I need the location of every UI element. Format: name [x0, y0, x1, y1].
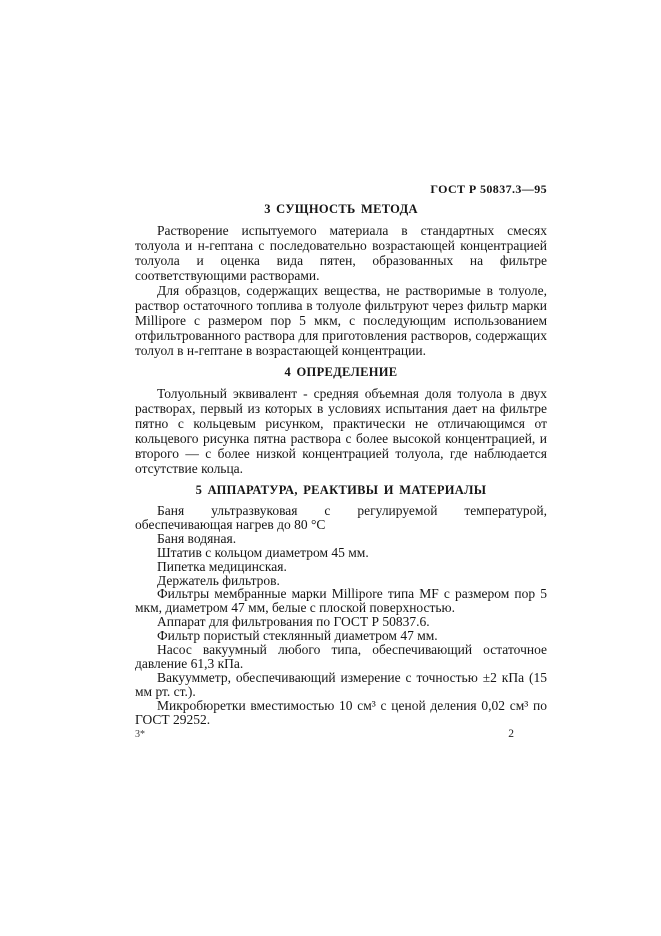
equipment-item: Штатив с кольцом диаметром 45 мм.	[157, 544, 369, 560]
document-content	[135, 183, 547, 727]
equipment-item: Насос вакуумный любого типа, обеспечивающий остаточное давление 61,3 кПа.	[135, 642, 547, 671]
equipment-item: Держатель фильтров.	[157, 572, 280, 588]
equipment-item: Вакуумметр, обеспечивающий измерение с точностью ±2 кПа (15 мм рт. ст.).	[135, 669, 547, 699]
equipment-item: Фильтры мембранные марки Millipore типа MF с размером пор 5 мкм, диаметром 47 мм, белые с плоской поверхностью.	[135, 586, 547, 616]
section-4-paragraph-1: Толуольный эквивалент - средняя объемная доля толуола в двух растворах, первый из которых в условиях испытания дает на фильтре пятно с кольцевым рисунком, практически не отличающимся от кольцевого рисунка пятна раствора с более высокой концентрацией, и второго — с более низкой концентрацией толуола, где наблюдается отсутствие кольца.	[135, 386, 547, 476]
equipment-item: Баня ультразвуковая с регулируемой температурой, обеспечивающая нагрев до 80 °С	[135, 503, 547, 532]
page-footer	[135, 728, 547, 740]
signature-mark: 3*	[135, 729, 145, 740]
section-3-paragraph-2: Для образцов, содержащих вещества, не растворимые в толуоле, раствор остаточного топлива в толуоле фильтруют через фильтр марки Millipore с размером пор 5 мкм, с последующим использованием отфильтрованного раствора для приготовления растворов, содержащих толуол в н-гептане в возрастающей концентрации.	[135, 283, 547, 358]
equipment-item: Микробюретки вместимостью 10 см³ с ценой деления 0,02 см³ по ГОСТ 29252.	[135, 697, 547, 727]
section-3-paragraph-1: Растворение испытуемого материала в стандартных смесях толуола и н-гептана с последовательно возрастающей концентрацией толуола и оценка вида пятен, образованных на фильтре соответствующими растворами.	[135, 223, 547, 283]
document-code: ГОСТ Р 50837.3—95	[430, 182, 547, 196]
section-3-heading: 3 СУЩНОСТЬ МЕТОДА	[264, 202, 418, 216]
equipment-item: Аппарат для фильтрования по ГОСТ Р 50837.6.	[157, 614, 430, 630]
equipment-item: Пипетка медицинская.	[157, 558, 287, 574]
equipment-item: Фильтр пористый стеклянный диаметром 47 мм.	[157, 628, 438, 644]
section-4-heading: 4 ОПРЕДЕЛЕНИЕ	[284, 365, 398, 379]
equipment-item: Баня водяная.	[157, 530, 237, 546]
equipment-list	[135, 504, 547, 727]
page-number: 2	[508, 728, 514, 740]
section-5-heading: 5 АППАРАТУРА, РЕАКТИВЫ И МАТЕРИАЛЫ	[195, 483, 487, 497]
